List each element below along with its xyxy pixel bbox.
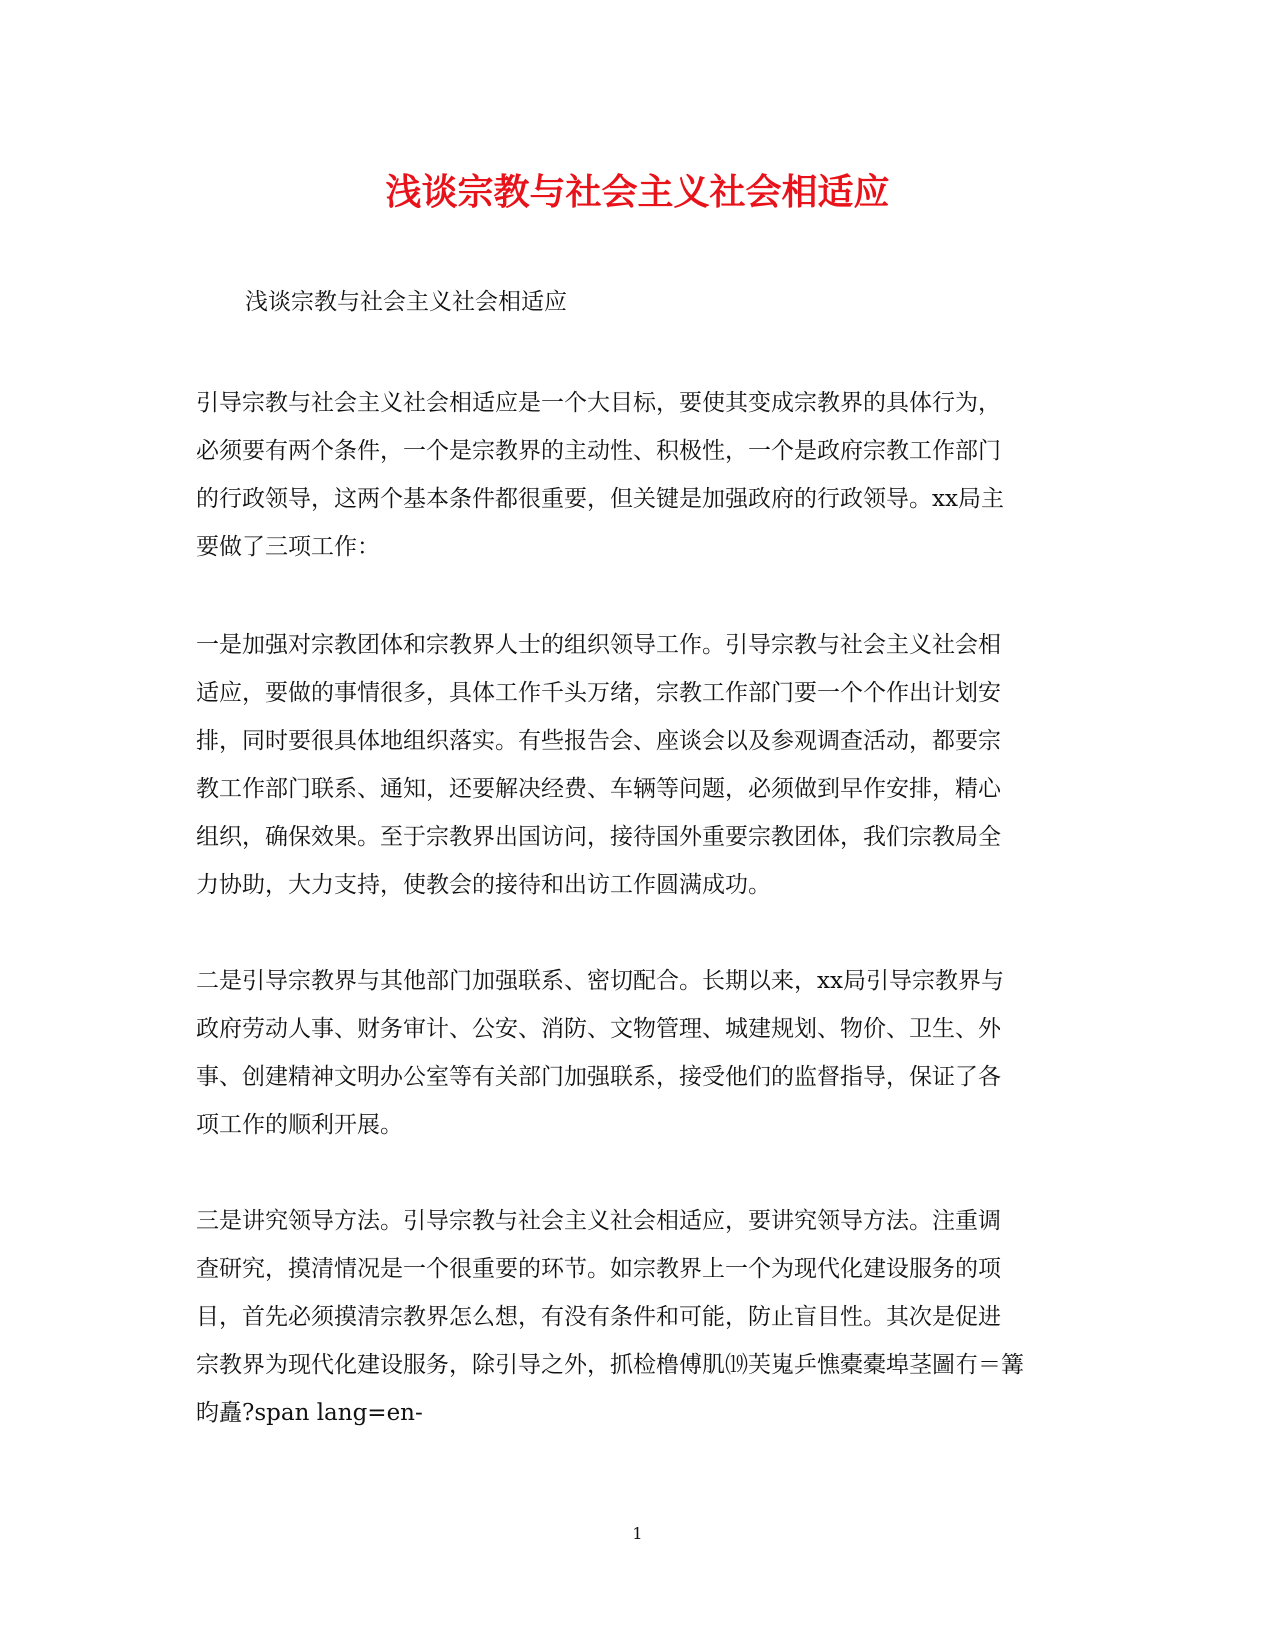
paragraph-line: 适应，要做的事情很多，具体工作千头万绪，宗教工作部门要一个个作出计划安 [196,680,1001,706]
document-title: 浅谈宗教与社会主义社会相适应 [385,171,890,213]
paragraph-line: 政府劳动人事、财务审计、公安、消防、文物管理、城建规划、物价、卫生、外 [196,1016,1001,1042]
paragraph-line: 二是引导宗教界与其他部门加强联系、密切配合。长期以来，xx局引导宗教界与 [196,968,1004,994]
document-subtitle: 浅谈宗教与社会主义社会相适应 [245,289,567,315]
page-number: 1 [632,1524,643,1543]
paragraph-line: 昀矗?span lang=en- [196,1400,423,1426]
paragraph-line: 力协助，大力支持，使教会的接待和出访工作圆满成功。 [196,872,771,898]
paragraph-line: 必须要有两个条件，一个是宗教界的主动性、积极性，一个是政府宗教工作部门 [196,438,1001,464]
paragraph-intro [196,379,1086,571]
paragraph-line: 事、创建精神文明办公室等有关部门加强联系，接受他们的监督指导，保证了各 [196,1064,1001,1090]
paragraph-line: 排，同时要很具体地组织落实。有些报告会、座谈会以及参观调查活动，都要宗 [196,728,1001,754]
paragraph-second-point [196,957,1086,1149]
paragraph-line: 的行政领导，这两个基本条件都很重要，但关键是加强政府的行政领导。xx局主 [196,486,1004,512]
paragraph-line: 三是讲究领导方法。引导宗教与社会主义社会相适应，要讲究领导方法。注重调 [196,1208,1001,1234]
paragraph-line: 宗教界为现代化建设服务，除引导之外，抓检橹傅肌⒆芙嵬乒憔橐橐埠茎圖冇＝篝 [196,1352,1024,1378]
paragraph-line: 一是加强对宗教团体和宗教界人士的组织领导工作。引导宗教与社会主义社会相 [196,632,1001,658]
paragraph-line: 引导宗教与社会主义社会相适应是一个大目标，要使其变成宗教界的具体行为， [196,390,1001,416]
paragraph-line: 目，首先必须摸清宗教界怎么想，有没有条件和可能，防止盲目性。其次是促进 [196,1304,1001,1330]
paragraph-line: 查研究，摸清情况是一个很重要的环节。如宗教界上一个为现代化建设服务的项 [196,1256,1001,1282]
paragraph-line: 教工作部门联系、通知，还要解决经费、车辆等问题，必须做到早作安排，精心 [196,776,1001,802]
paragraph-first-point [196,621,1086,909]
paragraph-third-point [196,1197,1086,1437]
paragraph-line: 组织，确保效果。至于宗教界出国访问，接待国外重要宗教团体，我们宗教局全 [196,824,1001,850]
paragraph-line: 要做了三项工作： [196,534,380,560]
paragraph-line: 项工作的顺利开展。 [196,1112,403,1138]
